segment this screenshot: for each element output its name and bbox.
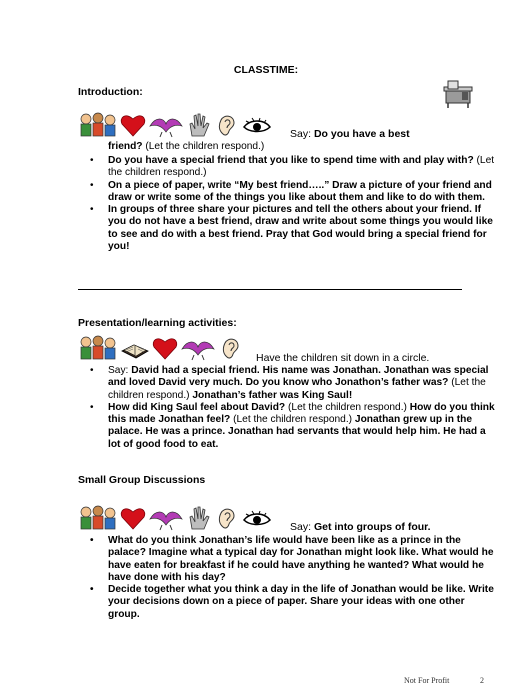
teacher-desk-icon bbox=[442, 79, 476, 109]
footer-text: Not For Profit bbox=[404, 676, 450, 685]
icon-row-small-group bbox=[78, 503, 272, 531]
say-label: Say: bbox=[290, 521, 312, 533]
list-item: • Say: David had a special friend. His name was Jonathan. Jonathan was special and loved David very much. Do you know who Jonathon’s father was? (Let the children respond.) Jonathan’s father was King Saul! bbox=[78, 365, 498, 402]
heart-icon bbox=[120, 505, 146, 531]
icon-row-introduction bbox=[78, 110, 272, 138]
icon-row-presentation bbox=[78, 333, 244, 361]
say-text: Get into groups of four. bbox=[313, 521, 431, 533]
say-continuation: friend? bbox=[108, 141, 143, 152]
list-item: • What do you think Jonathan’s life would have been like as a prince in the palace? Imagine what a typical day for Jonathan might look like. What would he have eaten for breakfast if he could have anything he wanted? What would he have done with his day? bbox=[78, 535, 498, 584]
ear-icon bbox=[214, 112, 240, 138]
heart-icon bbox=[152, 335, 178, 361]
list-item: • How did King Saul feel about David? (Let the children respond.) How do you think this made Jonathan feel? (Let the children respond.) Jonathan grew up in the palace. He was a prince. Jonathan had servants that would help him. He had a lot of good food to eat. bbox=[78, 402, 498, 451]
introduction-heading: Introduction: bbox=[78, 86, 143, 98]
say-continuation-note: (Let the children respond.) bbox=[145, 141, 265, 152]
small-group-list bbox=[78, 535, 498, 621]
children-icon bbox=[78, 505, 118, 531]
eye-icon bbox=[242, 112, 272, 138]
bird-icon bbox=[148, 112, 184, 138]
bird-icon bbox=[180, 335, 216, 361]
children-icon bbox=[78, 112, 118, 138]
hand-icon bbox=[186, 505, 212, 531]
presentation-heading: Presentation/learning activities: bbox=[78, 317, 237, 329]
introduction-list bbox=[78, 155, 498, 253]
ear-icon bbox=[218, 335, 244, 361]
page-number: 2 bbox=[480, 676, 484, 685]
children-icon bbox=[78, 335, 118, 361]
small-group-heading: Small Group Discussions bbox=[78, 474, 206, 486]
list-item: • Do you have a special friend that you like to spend time with and play with? (Let the children respond.) bbox=[78, 155, 498, 180]
heart-icon bbox=[120, 112, 146, 138]
list-item: • On a piece of paper, write “My best friend…..” Draw a picture of your friend and draw or write some of the things you like about them and like to do with them. bbox=[78, 180, 498, 205]
say-label: Say: bbox=[290, 128, 312, 140]
presentation-instruction: Have the children sit down in a circle. bbox=[256, 352, 430, 364]
say-text: Do you have a best bbox=[313, 128, 410, 140]
hand-icon bbox=[186, 112, 212, 138]
eye-icon bbox=[242, 505, 272, 531]
list-item: • Decide together what you think a day in the life of Jonathan would be like. Write your decisions down on a piece of paper. Share your ideas with one other group. bbox=[78, 584, 498, 621]
page-title: CLASSTIME: bbox=[233, 64, 299, 76]
bible-icon bbox=[120, 335, 150, 361]
bird-icon bbox=[148, 505, 184, 531]
ear-icon bbox=[214, 505, 240, 531]
section-divider bbox=[78, 289, 462, 290]
presentation-list bbox=[78, 365, 498, 451]
list-item: • In groups of three share your pictures and tell the others about your friend. If you do not have a best friend, draw and write about some things you would like to see and do with a best friend. Pray that God would bring a special friend for you! bbox=[78, 204, 498, 253]
